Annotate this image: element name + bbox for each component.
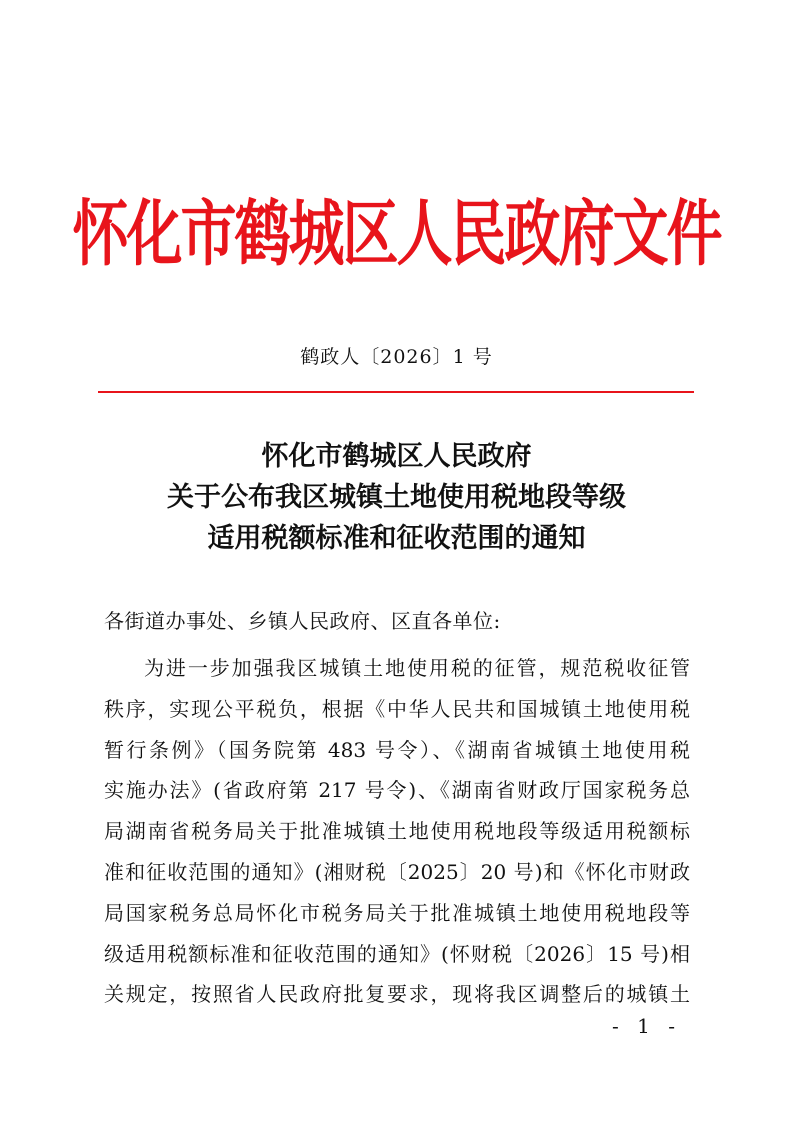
body-line: 为进一步加强我区城镇土地使用税的征管，规范税收征管 (144, 656, 690, 680)
body-paragraph (104, 648, 690, 1015)
body-line: 暂行条例》（国务院第 483 号令）、《湖南省城镇土地使用税 (104, 737, 690, 762)
body-line: 级适用税额标准和征收范围的通知》(怀财税〔2026〕15 号)相 (104, 941, 690, 966)
notice-title (0, 436, 793, 559)
body-line: 局国家税务总局怀化市税务局关于批准城镇土地使用税地段等 (104, 900, 690, 925)
body-line: 秩序，实现公平税负，根据《中华人民共和国城镇土地使用税 (104, 696, 690, 721)
body-line: 准和征收范围的通知》(湘财税〔2025〕20 号)和《怀化市财政 (104, 859, 690, 884)
document-number: 鹤政人〔2026〕1 号 (300, 346, 493, 368)
notice-title-line: 关于公布我区城镇土地使用税地段等级 (167, 482, 626, 513)
red-divider-line (98, 391, 694, 393)
salutation: 各街道办事处、乡镇人民政府、区直各单位: (104, 609, 501, 633)
body-line: 实施办法》(省政府第 217 号令)、《湖南省财政厅国家税务总 (104, 778, 690, 803)
body-line: 局湖南省税务局关于批准城镇土地使用税地段等级适用税额标 (104, 819, 690, 844)
notice-title-line: 怀化市鹤城区人民政府 (261, 441, 532, 472)
notice-title-line: 适用税额标准和征收范围的通知 (207, 523, 586, 554)
body-line: 关规定，按照省人民政府批复要求，现将我区调整后的城镇土 (104, 982, 690, 1007)
issuing-authority-header: 怀化市鹤城区人民政府文件 (72, 192, 721, 277)
page-number: - 1 - (612, 1014, 681, 1038)
